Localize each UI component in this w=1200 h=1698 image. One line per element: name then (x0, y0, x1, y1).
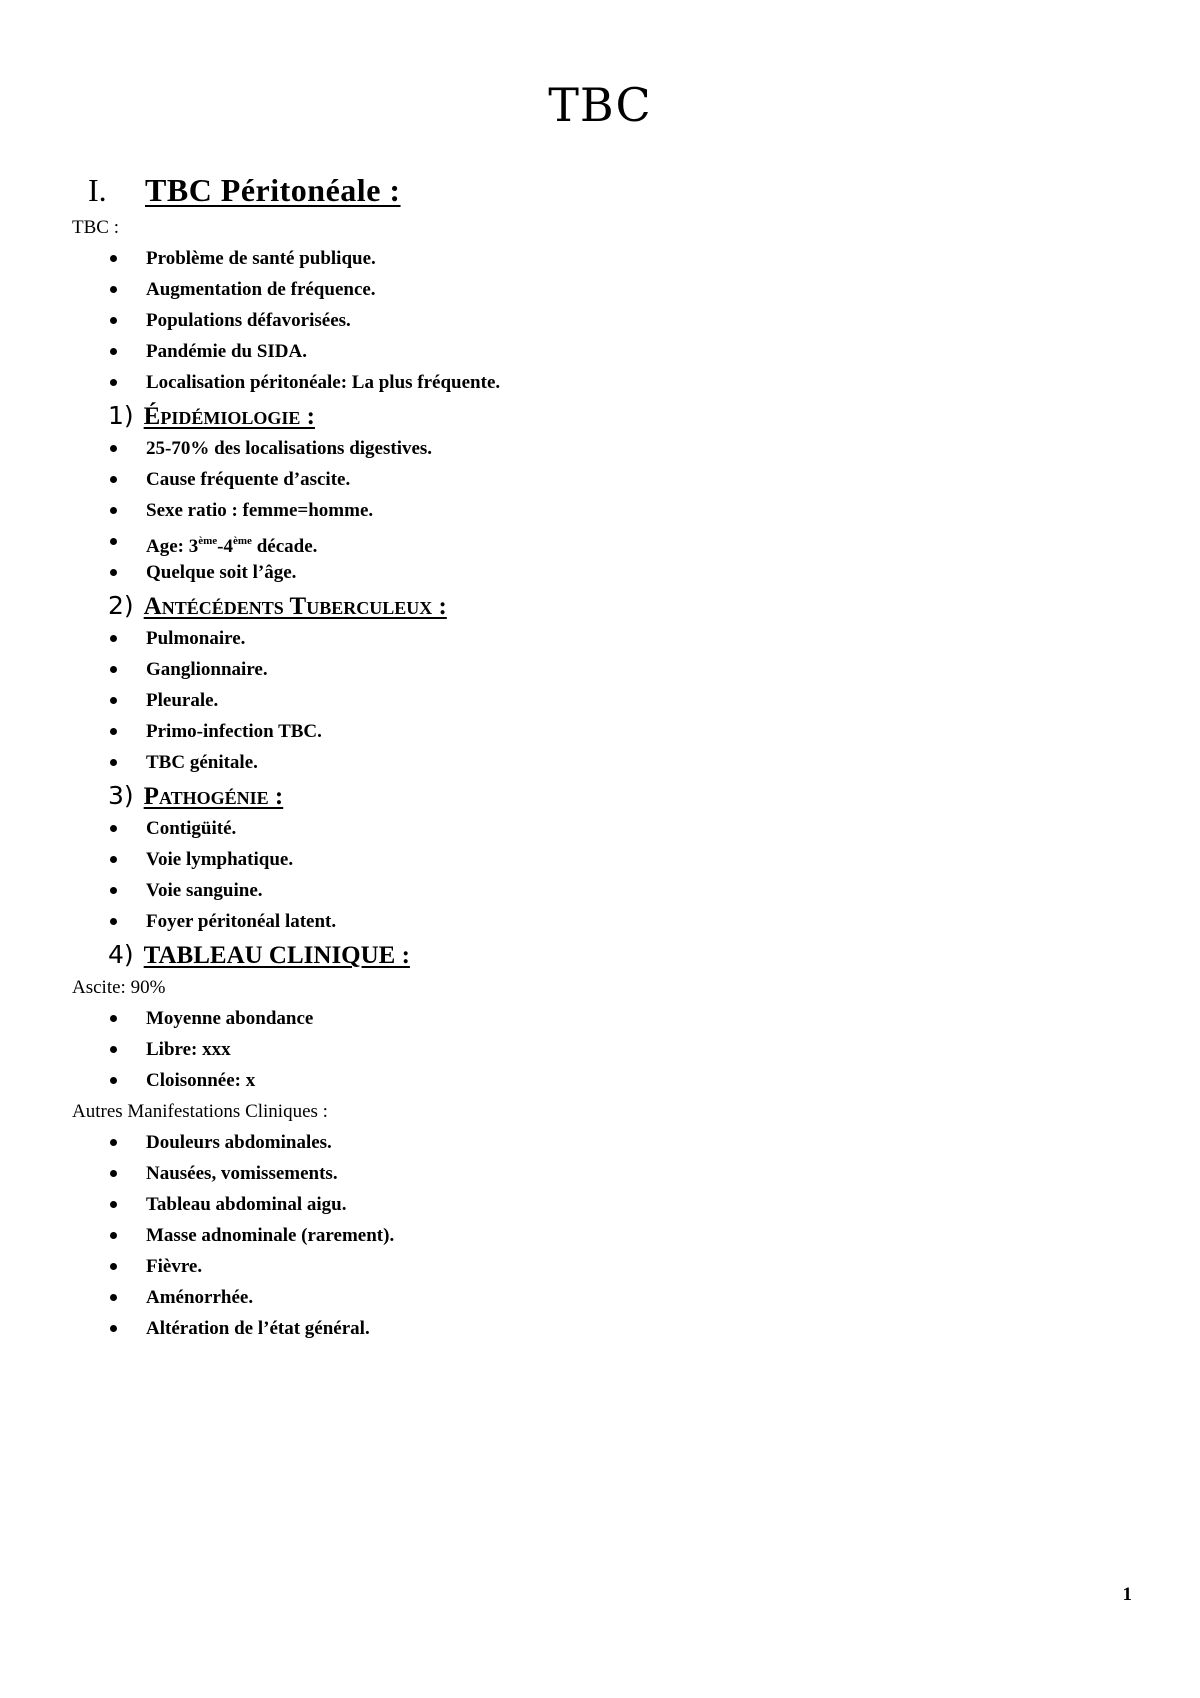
list-item: Contigüité. (72, 813, 1122, 844)
bullet-icon (110, 1232, 117, 1239)
subheading-antecedents (72, 588, 1122, 623)
list-item: Moyenne abondance (72, 1003, 1122, 1034)
bullet-icon (110, 445, 117, 452)
list-item: Quelque soit l’âge. (72, 557, 1122, 588)
bullet-icon (110, 348, 117, 355)
ascite-label: Ascite: 90% (72, 977, 166, 998)
list-item: Problème de santé publique. (72, 243, 1122, 274)
bullet-icon (110, 1263, 117, 1270)
document-body (72, 212, 1122, 1344)
list-item: Pandémie du SIDA. (72, 336, 1122, 367)
list-item: Cloisonnée: x (72, 1065, 1122, 1096)
list-item: Cause fréquente d’ascite. (72, 464, 1122, 495)
list-item: Nausées, vomissements. (72, 1158, 1122, 1189)
bullet-icon (110, 825, 117, 832)
document-title: TBC (548, 78, 652, 132)
bullet-icon (110, 635, 117, 642)
bullet-icon (110, 728, 117, 735)
subheading-pathogenie (72, 778, 1122, 813)
bullet-icon (110, 507, 117, 514)
list-item: Age: 3ème-4ème décade. (72, 526, 1122, 557)
bullet-icon (110, 317, 117, 324)
bullet-icon (110, 666, 117, 673)
list-item: Voie sanguine. (72, 875, 1122, 906)
bullet-icon (110, 1201, 117, 1208)
epidemiologie-list (72, 433, 1122, 588)
subheading-title: TABLEAU CLINIQUE : (143, 942, 410, 969)
intro-label: TBC : (72, 217, 119, 238)
subheading-title: Épidémiologie : (143, 403, 315, 430)
bullet-icon (110, 759, 117, 766)
list-item: Populations défavorisées. (72, 305, 1122, 336)
bullet-icon (110, 255, 117, 262)
list-item: Libre: xxx (72, 1034, 1122, 1065)
bullet-icon (110, 538, 117, 545)
subheading-number: 2) (108, 591, 134, 620)
bullet-icon (110, 1046, 117, 1053)
bullet-icon (110, 1139, 117, 1146)
page-number: 1 (1122, 1584, 1132, 1605)
subheading-epidemiologie (72, 398, 1122, 433)
autres-manifestations-list (72, 1127, 1122, 1344)
bullet-icon (110, 856, 117, 863)
bullet-icon (110, 569, 117, 576)
bullet-icon (110, 1015, 117, 1022)
subheading-tableau-clinique (72, 937, 1122, 972)
subheading-number: 4) (108, 940, 134, 969)
bullet-icon (110, 887, 117, 894)
list-item: Ganglionnaire. (72, 654, 1122, 685)
section-number: I. (88, 172, 107, 208)
pathogenie-list (72, 813, 1122, 937)
list-item: Pulmonaire. (72, 623, 1122, 654)
bullet-icon (110, 1294, 117, 1301)
list-item: Fièvre. (72, 1251, 1122, 1282)
bullet-icon (110, 286, 117, 293)
list-item: Altération de l’état général. (72, 1313, 1122, 1344)
ascite-list (72, 1003, 1122, 1096)
list-item: TBC génitale. (72, 747, 1122, 778)
subheading-number: 3) (108, 781, 134, 810)
antecedents-list (72, 623, 1122, 778)
section-title: TBC Péritonéale : (145, 172, 401, 208)
list-item: Primo-infection TBC. (72, 716, 1122, 747)
list-item: Augmentation de fréquence. (72, 274, 1122, 305)
bullet-icon (110, 918, 117, 925)
list-item: Voie lymphatique. (72, 844, 1122, 875)
subheading-title: Antécédents Tuberculeux : (143, 593, 447, 620)
bullet-icon (110, 1170, 117, 1177)
subheading-number: 1) (108, 401, 134, 430)
list-item: Douleurs abdominales. (72, 1127, 1122, 1158)
list-item: Foyer péritonéal latent. (72, 906, 1122, 937)
list-item: 25-70% des localisations digestives. (72, 433, 1122, 464)
list-item: Sexe ratio : femme=homme. (72, 495, 1122, 526)
bullet-icon (110, 379, 117, 386)
intro-list (72, 243, 1122, 398)
bullet-icon (110, 1077, 117, 1084)
bullet-icon (110, 476, 117, 483)
bullet-icon (110, 1325, 117, 1332)
list-item: Tableau abdominal aigu. (72, 1189, 1122, 1220)
list-item: Aménorrhée. (72, 1282, 1122, 1313)
bullet-icon (110, 697, 117, 704)
autres-manifestations-label: Autres Manifestations Cliniques : (72, 1101, 328, 1122)
section-heading (88, 172, 401, 209)
list-item: Pleurale. (72, 685, 1122, 716)
list-item: Localisation péritonéale: La plus fréquente. (72, 367, 1122, 398)
subheading-title: Pathogénie : (143, 783, 284, 810)
list-item: Masse adnominale (rarement). (72, 1220, 1122, 1251)
